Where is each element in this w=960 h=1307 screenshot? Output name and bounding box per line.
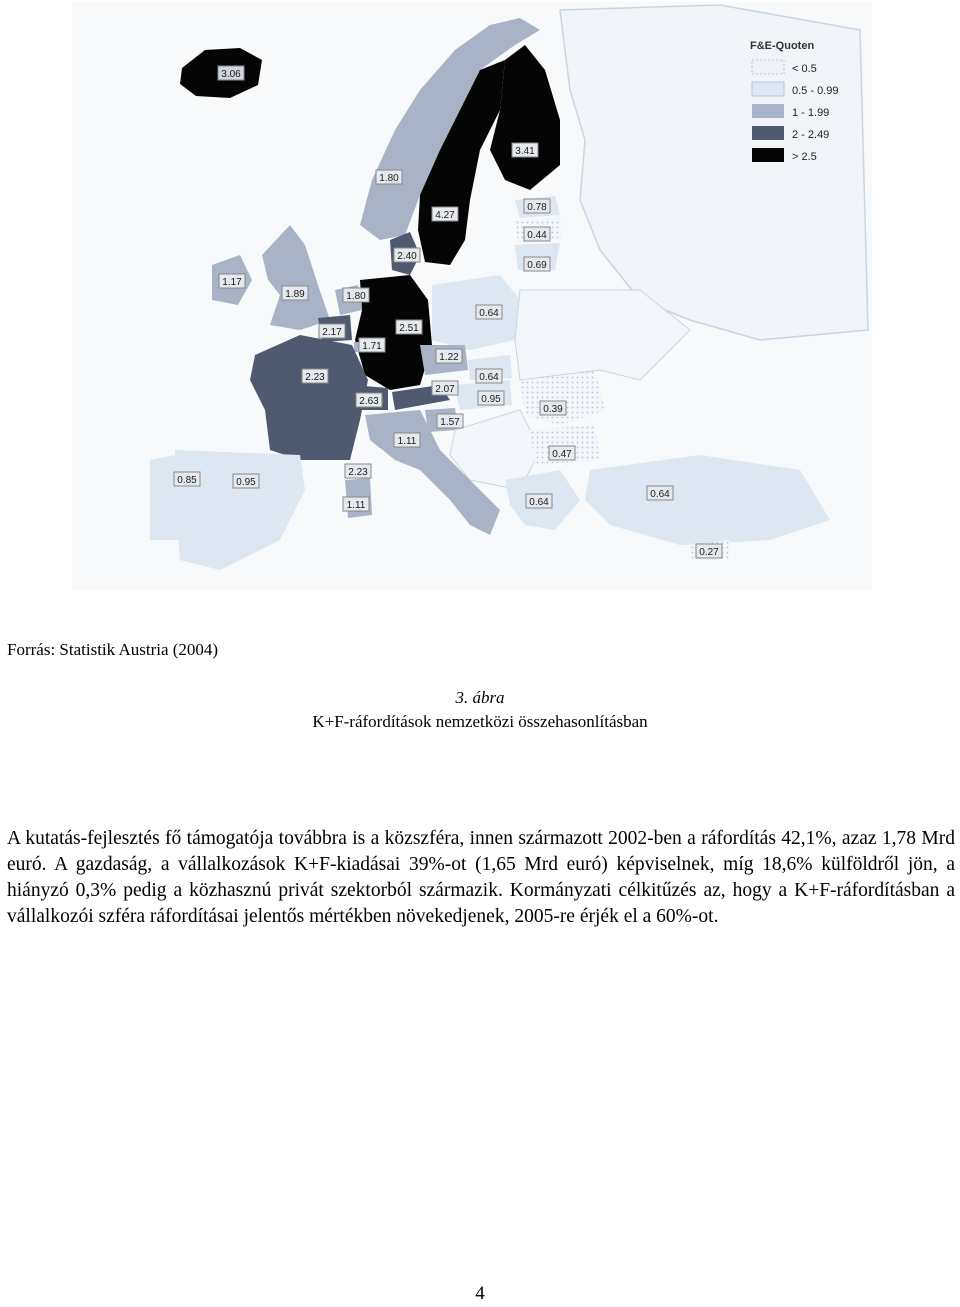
legend-label: 0.5 - 0.99 <box>792 85 839 97</box>
legend-title: F&E-Quoten <box>750 40 815 52</box>
value-label <box>233 474 259 488</box>
value-label <box>696 544 722 558</box>
legend-label: < 0.5 <box>792 63 817 75</box>
legend-swatch <box>752 60 784 74</box>
svg-text:2.51: 2.51 <box>399 323 419 334</box>
svg-text:1.17: 1.17 <box>222 277 242 288</box>
figure-title: K+F-ráfordítások nemzetközi összehasonlításban <box>312 712 648 731</box>
value-label <box>476 369 502 383</box>
svg-text:2.63: 2.63 <box>359 396 379 407</box>
value-label <box>356 393 382 407</box>
svg-text:0.44: 0.44 <box>527 230 547 241</box>
value-label <box>218 66 244 80</box>
value-label <box>432 207 458 221</box>
legend-swatch <box>752 104 784 118</box>
svg-text:3.06: 3.06 <box>221 69 241 80</box>
svg-text:2.07: 2.07 <box>435 384 455 395</box>
svg-text:3.41: 3.41 <box>515 146 535 157</box>
value-label <box>319 324 345 338</box>
svg-text:1.57: 1.57 <box>440 417 460 428</box>
value-label <box>476 305 502 319</box>
svg-text:4.27: 4.27 <box>435 210 455 221</box>
svg-text:0.95: 0.95 <box>481 394 501 405</box>
svg-text:2.17: 2.17 <box>322 327 342 338</box>
legend-swatch <box>752 82 784 96</box>
svg-text:0.64: 0.64 <box>479 308 499 319</box>
value-label <box>524 257 550 271</box>
svg-text:0.39: 0.39 <box>543 404 563 415</box>
value-label <box>436 349 462 363</box>
legend-label: > 2.5 <box>792 151 817 163</box>
svg-text:1.80: 1.80 <box>346 291 366 302</box>
svg-text:1.22: 1.22 <box>439 352 459 363</box>
svg-text:1.71: 1.71 <box>362 341 382 352</box>
body-paragraph: A kutatás-fejlesztés fő támogatója továbbra is a közszféra, innen származott 2002-ben a ráfordítás 42,1%, azaz 1,78 Mrd euró. A gazdaság, a vállalkozások K+F-kiadásai 39%-ot (1,65 Mrd euró) képviselnek, míg 18,6% külföldről jön, a hiányzó 0,3% pedig a közhasznú privát szektorból származik. Kormányzati célkitűzés az, hogy a K+F-ráfordításban a vállalkozói szféra ráfordításai jelentős mértékben növekedjenek, 2005-re érjék el a 60%-ot. <box>7 828 955 927</box>
value-label <box>376 170 402 184</box>
value-label <box>282 286 308 300</box>
figure-source: Forrás: Statistik Austria (2004) <box>7 640 219 659</box>
svg-text:0.27: 0.27 <box>699 547 719 558</box>
value-label <box>219 274 245 288</box>
svg-text:2.23: 2.23 <box>305 372 325 383</box>
legend-swatch <box>752 126 784 140</box>
svg-text:0.78: 0.78 <box>527 202 547 213</box>
value-label <box>647 486 673 500</box>
svg-text:0.47: 0.47 <box>552 449 572 460</box>
svg-text:0.64: 0.64 <box>650 489 670 500</box>
value-label <box>549 446 575 460</box>
value-label <box>540 401 566 415</box>
page-number: 4 <box>475 1283 485 1304</box>
value-label <box>478 391 504 405</box>
svg-text:0.95: 0.95 <box>236 477 256 488</box>
value-label <box>343 497 369 511</box>
value-label <box>512 143 538 157</box>
svg-text:1.11: 1.11 <box>397 436 417 447</box>
svg-text:0.85: 0.85 <box>177 475 197 486</box>
value-label <box>343 288 369 302</box>
europe-rd-map <box>0 0 960 600</box>
svg-text:1.80: 1.80 <box>379 173 399 184</box>
figure-number: 3. ábra <box>455 688 505 707</box>
legend-label: 1 - 1.99 <box>792 107 830 119</box>
value-label <box>437 414 463 428</box>
value-label <box>524 227 550 241</box>
svg-text:2.23: 2.23 <box>348 467 368 478</box>
legend-swatch <box>752 148 784 162</box>
value-label <box>345 464 371 478</box>
value-label <box>394 433 420 447</box>
svg-text:1.11: 1.11 <box>346 500 366 511</box>
svg-text:0.64: 0.64 <box>479 372 499 383</box>
value-label <box>359 338 385 352</box>
svg-text:0.64: 0.64 <box>529 497 549 508</box>
value-label <box>526 494 552 508</box>
svg-text:1.89: 1.89 <box>285 289 305 300</box>
legend-label: 2 - 2.49 <box>792 129 830 141</box>
value-label <box>396 320 422 334</box>
svg-text:0.69: 0.69 <box>527 260 547 271</box>
value-label <box>432 381 458 395</box>
value-label <box>394 248 420 262</box>
value-label <box>174 472 200 486</box>
svg-text:2.40: 2.40 <box>397 251 417 262</box>
value-label <box>524 199 550 213</box>
value-label <box>302 369 328 383</box>
